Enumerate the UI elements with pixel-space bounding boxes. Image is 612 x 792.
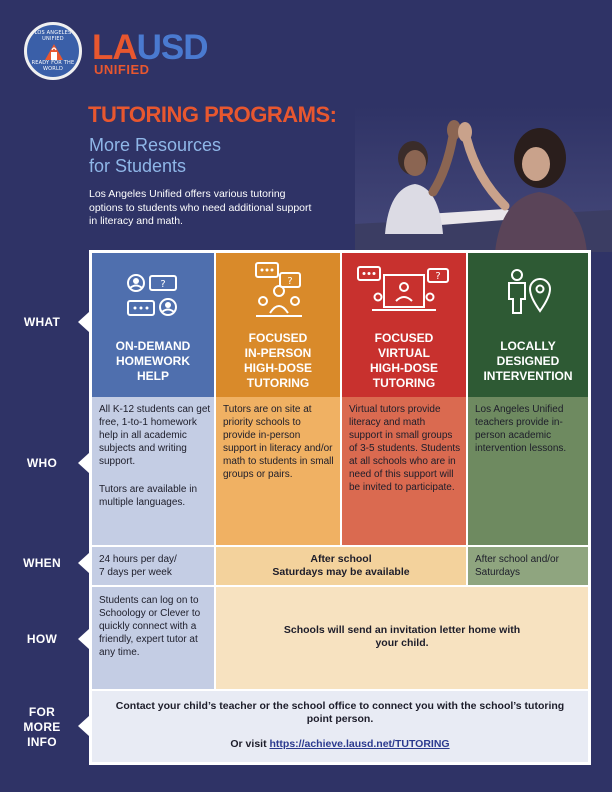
seal-emblem-icon [43,42,65,62]
how-on-demand [92,587,214,689]
when-on-demand [92,547,214,585]
title-line: ON-DEMAND [115,339,191,353]
person-location-icon [504,267,552,315]
who-locally-designed [468,397,588,545]
contact-text [102,700,578,726]
svg-text:?: ? [160,279,166,290]
svg-text:?: ? [287,276,293,287]
more-info-cell [92,691,588,762]
high-five-photo [355,106,612,252]
row-label-more-info [0,705,84,750]
row-notch-more-info [78,716,89,736]
wordmark-la: LA [92,28,137,67]
when-line: 24 hours per day/ [99,554,177,565]
title-line: FOCUSED [374,331,434,345]
when-text-on-demand [99,553,211,579]
title-line: HELP [136,369,169,383]
intro-paragraph: Los Angeles Unified offers various tutoring options to students who need additional support in literacy and math. [89,188,312,227]
program-title-in-person [216,331,340,391]
page-title: TUTORING PROGRAMS: [88,102,337,127]
seal-bottom-text: READY FOR THE WORLD [31,60,75,72]
title-line: IN-PERSON [244,346,312,360]
virtual-screen-icon [356,265,452,313]
how-shared [216,587,588,689]
when-shared-text [216,553,466,579]
title-line: INTERVENTION [483,369,573,383]
wordmark-unified: UNIFIED [94,62,150,77]
who-text-locally-designed: Los Angeles Unified teachers provide in-person academic intervention lessons. [475,404,567,454]
when-shared [216,547,466,585]
who-text-in-person: Tutors are on site at priority schools to provide in-person support in literacy and/or math to students in small groups or pairs. [223,404,334,480]
row-notch-how [78,629,89,649]
row-label-how: HOW [26,632,58,646]
title-line: LOCALLY [500,339,556,353]
when-line: After school [310,553,372,565]
how-text-on-demand: Students can log on to Schoology or Clever to quickly connect with a friendly, expert tutor at any time. [99,595,201,658]
row-notch-who [78,453,89,473]
header-locally-designed [468,253,588,397]
more-info-line-1: FOR [28,705,56,719]
group-discussion-icon [254,261,304,319]
more-info-line-2: MORE [23,720,61,734]
when-locally-designed [468,547,588,585]
who-extra-on-demand: Tutors are available in multiple languages. [99,484,198,508]
header-on-demand [92,253,214,397]
row-label-when: WHEN [23,556,61,570]
how-line: your child. [375,637,429,649]
tutoring-link[interactable]: https://achieve.lausd.net/TUTORING [269,738,450,750]
program-title-locally-designed [468,339,588,384]
who-virtual [342,397,466,545]
how-shared-text [216,624,588,650]
lausd-seal-logo [24,22,82,80]
row-notch-when [78,553,89,573]
when-line: Saturdays [475,567,521,578]
title-line: DESIGNED [496,354,560,368]
program-title-virtual [342,331,466,391]
who-on-demand [92,397,214,545]
title-line: HIGH-DOSE [243,361,312,375]
who-in-person [216,397,340,545]
when-line: After school and/or [475,554,559,565]
who-text-virtual: Virtual tutors provide literacy and math support in small groups of 3-5 students. Students at all schools who are in need of this support will be invited to participate. [349,404,461,493]
title-line: TUTORING [372,376,436,390]
seal-top-text: LOS ANGELES UNIFIED [34,30,72,42]
row-notch-what [78,312,89,332]
wordmark-usd: USD [136,28,208,67]
header-virtual [342,253,466,397]
when-line: Saturdays may be available [272,566,410,578]
subtitle-line-2: for Students [89,156,187,176]
title-line: FOCUSED [248,331,308,345]
title-line: HIGH-DOSE [369,361,438,375]
page-subtitle [89,135,289,177]
row-label-what: WHAT [23,315,61,329]
when-text-locally-designed [475,553,585,579]
contact-line: Contact your child’s teacher or the school office to connect you with the school’s tutoring [115,700,565,712]
more-info-line-3: INFO [27,735,57,749]
title-line: TUTORING [246,376,310,390]
program-title-on-demand [92,339,214,384]
lausd-wordmark [92,28,208,77]
tutoring-table [89,250,591,765]
svg-text:?: ? [435,271,441,282]
title-line: HOMEWORK [116,354,190,368]
who-text-on-demand: All K-12 students can get free, 1-to-1 homework help in all academic subjects and writing support. [99,404,211,467]
chat-people-icon [124,273,182,319]
visit-prefix: Or visit [230,738,270,750]
when-line: 7 days per week [99,567,172,578]
row-label-who: WHO [26,456,58,470]
header-in-person [216,253,340,397]
how-line: Schools will send an invitation letter home with [283,624,521,636]
subtitle-line-1: More Resources [89,135,222,155]
visit-line [102,738,578,751]
contact-line: point person. [306,713,374,725]
title-line: VIRTUAL [378,346,430,360]
